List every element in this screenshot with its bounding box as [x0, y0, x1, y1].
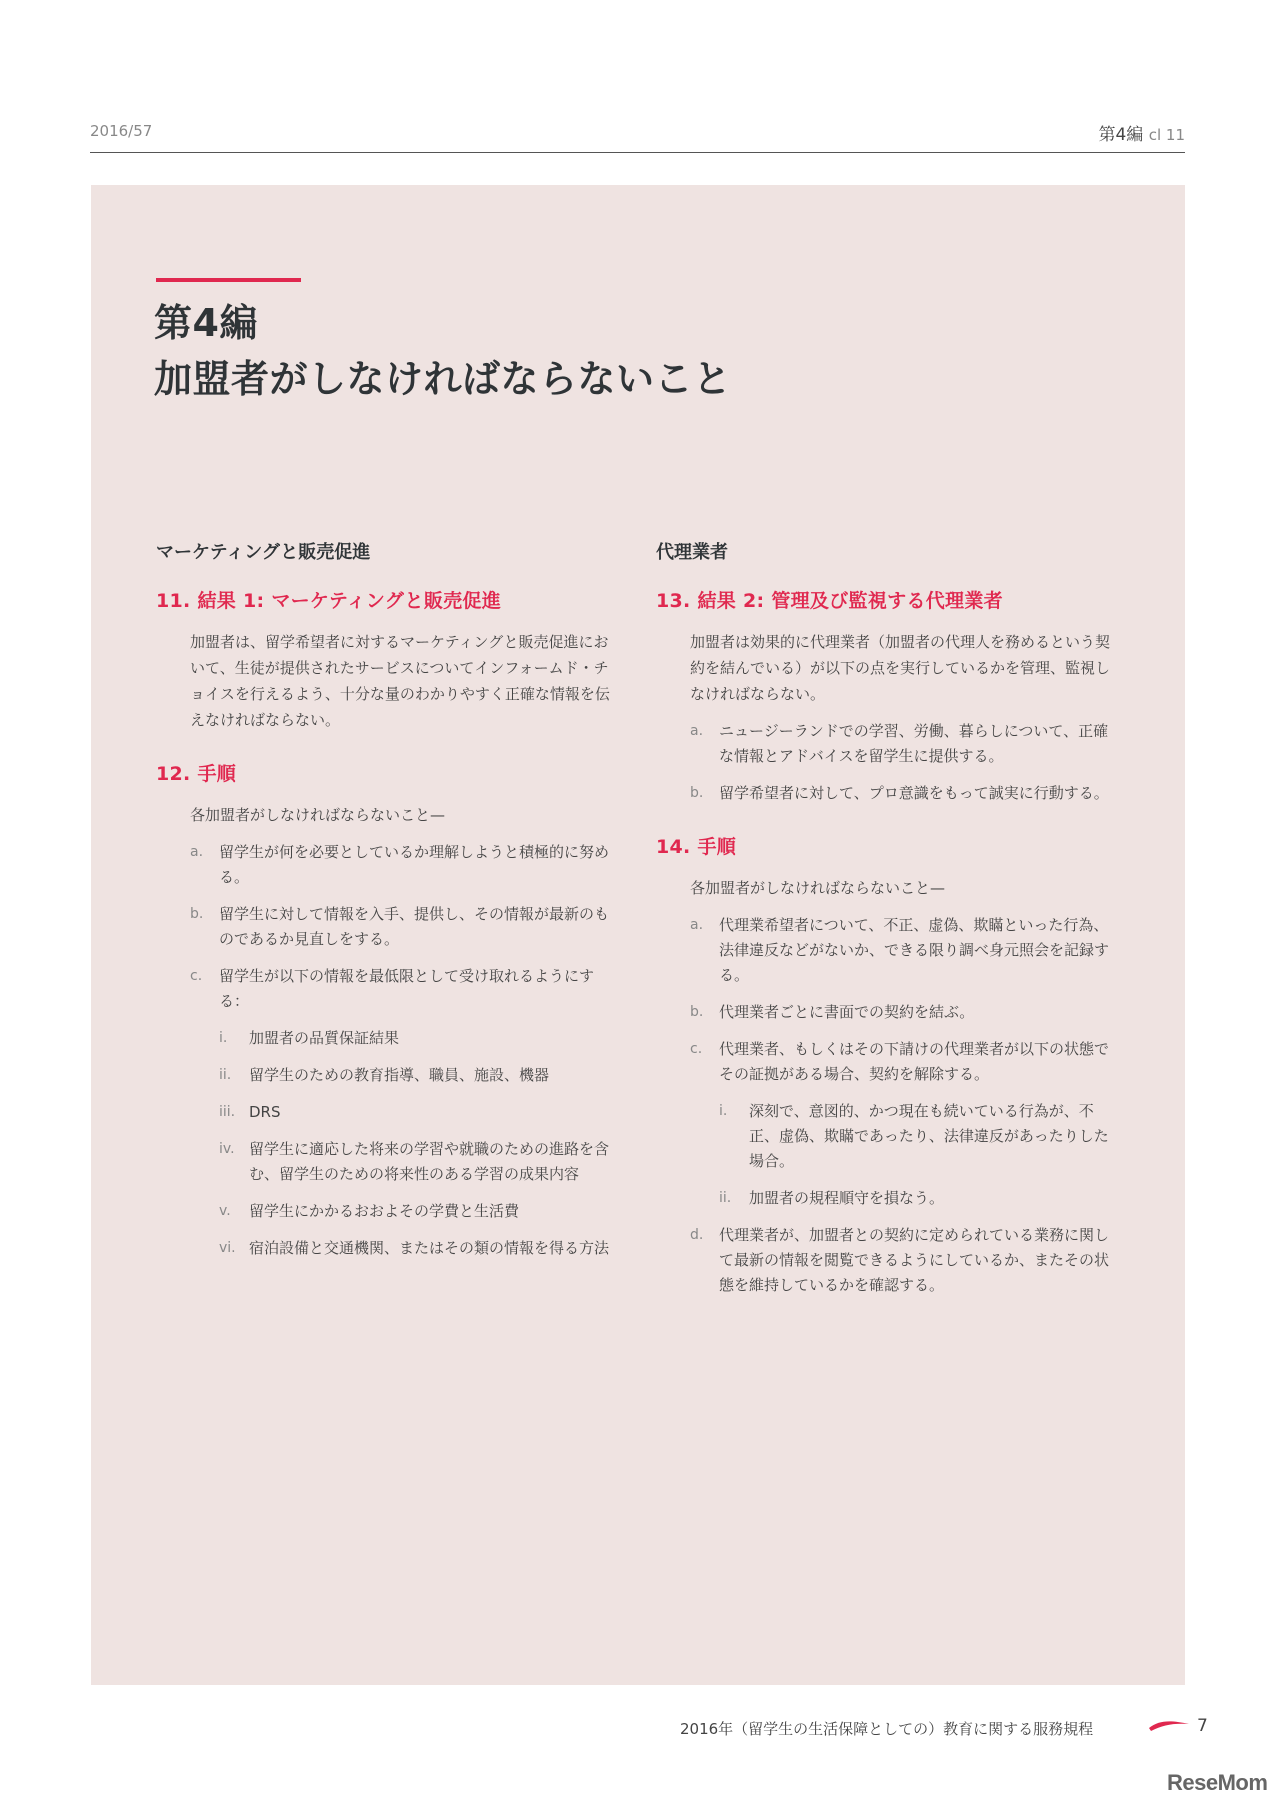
list-marker: b.	[690, 1004, 704, 1020]
part-reference	[1098, 120, 1185, 145]
sub-list-item	[219, 1137, 616, 1187]
list-item-text: 代理業者ごとに書面での契約を結ぶ。	[719, 1003, 975, 1021]
sub-list-item	[219, 1236, 616, 1261]
list-marker: a.	[690, 917, 704, 933]
intro-12: 各加盟者がしなければならないこと—	[190, 806, 446, 824]
list-item-text: 深刻で、意図的、かつ現在も続いている行為が、不正、虚偽、欺瞞であったり、法律違反があったりした場合。	[749, 1102, 1109, 1170]
list-item-text: 留学生が以下の情報を最低限として受け取れるようにする：	[219, 967, 595, 1010]
list-item	[690, 1037, 1116, 1087]
heading-11: 11. 結果 1: マーケティングと販売促進	[156, 590, 502, 612]
list-item-text: 留学生のための教育指導、職員、施設、機器	[249, 1066, 550, 1084]
list-marker: c.	[690, 1041, 703, 1057]
list-item	[690, 781, 1116, 806]
list-marker: c.	[190, 968, 203, 984]
section-title-marketing: マーケティングと販売促進	[156, 542, 371, 563]
list-marker: iii.	[219, 1104, 236, 1120]
list-marker: ii.	[719, 1190, 732, 1206]
list-item-text: 留学生が何を必要としているか理解しようと積極的に努める。	[219, 843, 610, 886]
list-item-text: 宿泊設備と交通機関、またはその類の情報を得る方法	[249, 1239, 610, 1257]
content-panel	[91, 185, 1185, 1685]
list-item-text: 代理業希望者について、不正、虚偽、欺瞞といった行為、法律違反などがないか、できる限り調べ身元照会を記録する。	[719, 916, 1110, 984]
list-item	[690, 1000, 1116, 1025]
list-item-text: 代理業者が、加盟者との契約に定められている業務に関して最新の情報を閲覧できるようにしているか、またその状態を維持しているかを確認する。	[719, 1226, 1110, 1294]
heading-13: 13. 結果 2: 管理及び監視する代理業者	[656, 590, 1003, 612]
doc-number: 2016/57	[90, 122, 153, 140]
title-line-2: 加盟者がしなければならないこと	[154, 357, 732, 401]
list-marker: a.	[690, 723, 704, 739]
heading-14: 14. 手順	[656, 836, 737, 858]
heading-12: 12. 手順	[156, 763, 237, 785]
intro-14: 各加盟者がしなければならないこと—	[690, 879, 946, 897]
part-label: 第4編	[1098, 125, 1144, 145]
sub-list-item	[219, 1199, 616, 1224]
list-item-text: 留学生に対して情報を入手、提供し、その情報が最新のものであるか見直しをする。	[219, 905, 610, 948]
list-item	[190, 840, 616, 890]
accent-bar	[156, 278, 301, 282]
list-marker: a.	[190, 844, 204, 860]
sub-list-item	[719, 1186, 1116, 1211]
sub-list-item	[219, 1100, 616, 1125]
resemom-logo: ReseMom	[1167, 1770, 1268, 1795]
list-item-text: DRS	[249, 1103, 281, 1121]
list-item-text: 留学生にかかるおおよその学費と生活費	[249, 1202, 520, 1220]
clause-label: cl 11	[1148, 126, 1185, 144]
list-marker: vi.	[219, 1240, 236, 1256]
list-marker: b.	[190, 906, 204, 922]
left-column	[156, 538, 616, 1273]
list-item	[690, 913, 1116, 988]
list-item-text: 代理業者、もしくはその下請けの代理業者が以下の状態でその証拠がある場合、契約を解除する。	[719, 1040, 1110, 1083]
list-item	[690, 719, 1116, 769]
swoosh-logo-icon	[1147, 1718, 1191, 1732]
list-marker: v.	[219, 1203, 231, 1219]
list-item-text: 留学生に適応した将来の学習や就職のための進路を含む、留学生のための将来性のある学習の成果内容	[249, 1140, 610, 1183]
list-item	[690, 1223, 1116, 1298]
list-item-text: 留学希望者に対して、プロ意識をもって誠実に行動する。	[719, 784, 1109, 802]
paragraph-13: 加盟者は効果的に代理業者（加盟者の代理人を務めるという契約を結んでいる）が以下の点を実行しているかを管理、監視しなければならない。	[690, 633, 1111, 703]
page-header	[90, 120, 1185, 153]
list-item-text: 加盟者の規程順守を損なう。	[749, 1189, 945, 1207]
section-title-agents: 代理業者	[656, 542, 728, 563]
page-number: 7	[1197, 1716, 1208, 1736]
list-item	[190, 964, 616, 1014]
page-title	[154, 295, 732, 407]
list-marker: d.	[690, 1227, 704, 1243]
sub-list-item	[719, 1099, 1116, 1174]
sub-list-item	[219, 1026, 616, 1051]
title-line-1: 第4編	[154, 301, 258, 345]
list-marker: iv.	[219, 1141, 235, 1157]
footer-title: 2016年（留学生の生活保障としての）教育に関する服務規程	[680, 1720, 1094, 1738]
list-item	[190, 902, 616, 952]
right-column	[656, 538, 1116, 1310]
paragraph-11: 加盟者は、留学希望者に対するマーケティングと販売促進において、生徒が提供されたサービスについてインフォームド・チョイスを行えるよう、十分な量のわかりやすく正確な情報を伝えなければならない。	[190, 633, 610, 729]
list-marker: ii.	[219, 1067, 232, 1083]
list-marker: i.	[719, 1103, 728, 1119]
list-marker: b.	[690, 785, 704, 801]
list-item-text: 加盟者の品質保証結果	[249, 1029, 400, 1047]
list-marker: i.	[219, 1030, 228, 1046]
list-item-text: ニュージーランドでの学習、労働、暮らしについて、正確な情報とアドバイスを留学生に提供する。	[719, 722, 1109, 765]
sub-list-item	[219, 1063, 616, 1088]
